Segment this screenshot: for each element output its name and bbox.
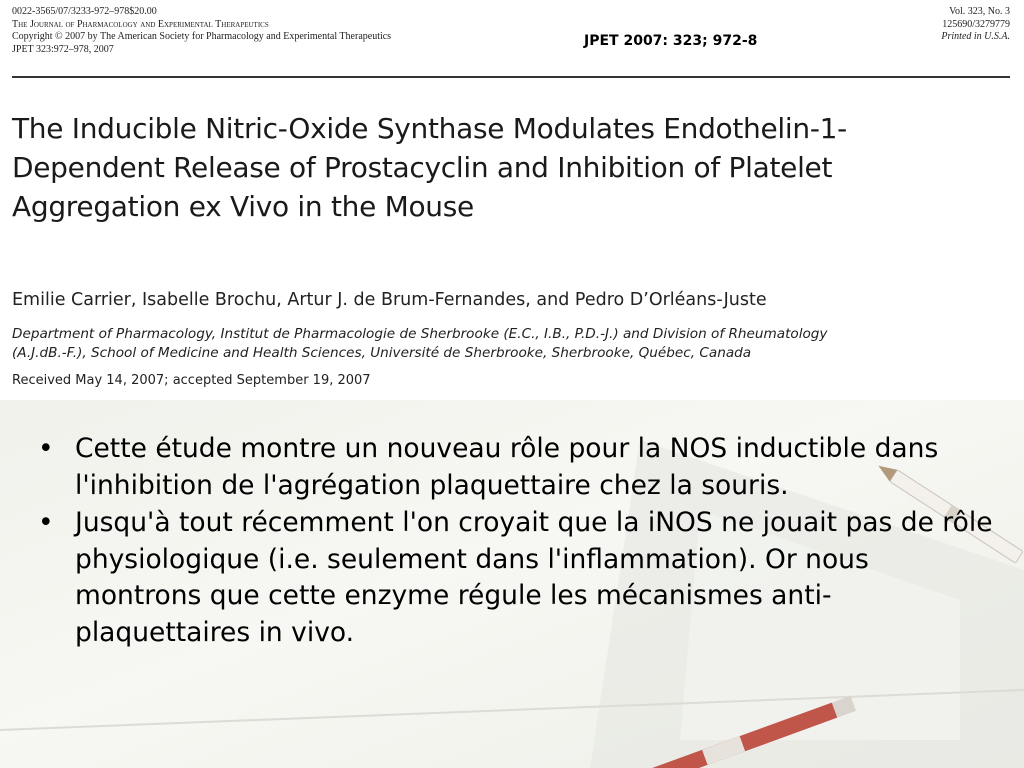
affiliation-line: Department of Pharmacology, Institut de Pharmacologie de Sherbrooke (E.C., I.B., P.D.-J.) and Division of Rheumatology (12, 326, 828, 342)
title-line: Aggregation ex Vivo in the Mouse (12, 190, 474, 223)
received-dates: Received May 14, 2007; accepted September 19, 2007 (12, 373, 371, 388)
meta-line: JPET 323:972–978, 2007 (12, 43, 114, 55)
bullet-list (38, 431, 998, 652)
bullet-text: Jusqu'à tout récemment l'on croyait que la iNOS ne jouait pas de rôle physiologique (i.e. seulement dans l'inflammation). Or nous montrons que cette enzyme régule les mécanismes anti-plaquettaires in vivo. (75, 507, 993, 648)
article-title (12, 109, 1012, 226)
article-affiliation (12, 325, 1012, 363)
bullet-item (38, 431, 998, 504)
meta-line: Vol. 323, No. 3 (949, 6, 1010, 17)
affiliation-line: (A.J.dB.-F.), School of Medicine and Health Sciences, Université de Sherbrooke, Sherbrooke, Québec, Canada (12, 345, 752, 361)
header-divider (12, 76, 1010, 78)
title-line: The Inducible Nitric-Oxide Synthase Modulates Endothelin-1- (12, 112, 847, 145)
article-authors: Emilie Carrier, Isabelle Brochu, Artur J. de Brum-Fernandes, and Pedro D’Orléans-Juste (12, 290, 767, 310)
bullet-marker: • (38, 433, 54, 464)
bullet-item (38, 505, 998, 651)
title-line: Dependent Release of Prostacyclin and Inhibition of Platelet (12, 151, 833, 184)
meta-line: Printed in U.S.A. (941, 31, 1010, 42)
citation-label: JPET 2007: 323; 972-8 (584, 33, 758, 49)
meta-line: 0022-3565/07/3233-972–978$20.00 (12, 6, 157, 17)
meta-line: The Journal of Pharmacology and Experimental Therapeutics (12, 18, 269, 30)
meta-line: Copyright © 2007 by The American Society for Pharmacology and Experimental Therapeutics (12, 31, 392, 42)
bullet-text: Cette étude montre un nouveau rôle pour la NOS inductible dans l'inhibition de l'agrégation plaquettaire chez la souris. (75, 433, 939, 501)
journal-meta-right (941, 6, 1010, 44)
meta-line: 125690/3279779 (942, 18, 1010, 30)
journal-meta-left (12, 6, 391, 56)
bullet-marker: • (38, 507, 54, 538)
